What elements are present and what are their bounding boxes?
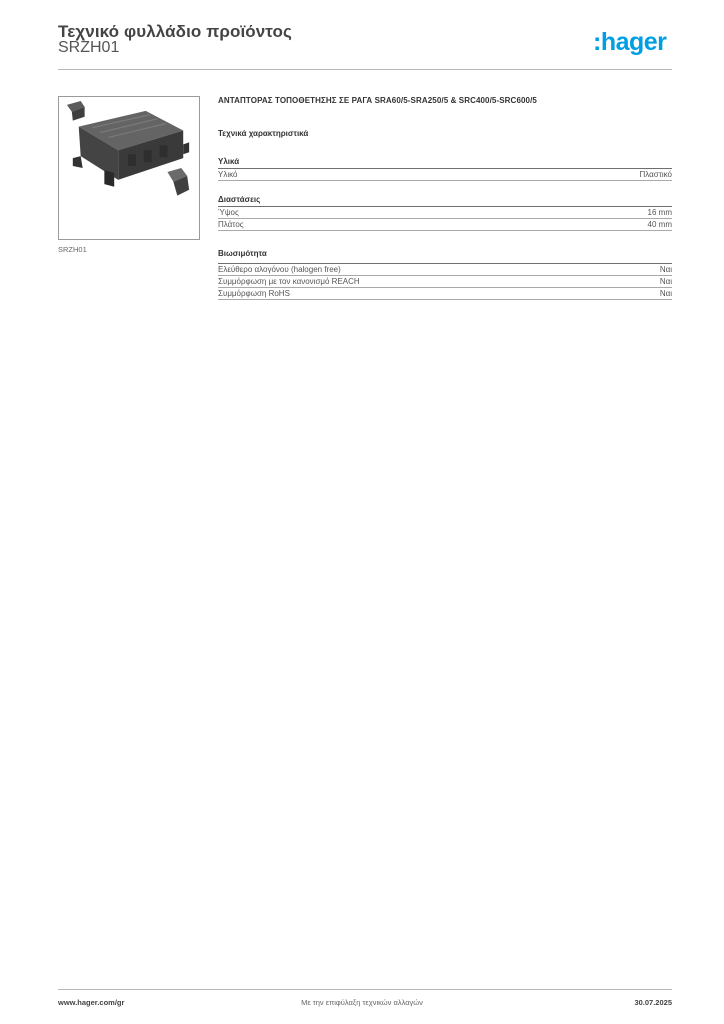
spec-label: Υλικό: [218, 170, 238, 179]
footer-date: 30.07.2025: [634, 998, 672, 1007]
spec-row: [218, 264, 672, 276]
header-divider: [58, 69, 672, 70]
spec-group-materials: [218, 156, 672, 181]
svg-text::hager: :hager: [593, 28, 667, 56]
spec-label: Ύψος: [218, 208, 239, 217]
hager-logo: [593, 28, 675, 58]
spec-value: Ναι: [659, 265, 672, 274]
spec-label: Συμμόρφωση με τον κανονισμό REACH: [218, 277, 360, 286]
footer-divider: [58, 989, 672, 990]
spec-value: 16 mm: [647, 208, 672, 217]
spec-row: [218, 169, 672, 181]
group-title: Υλικά: [218, 157, 240, 166]
spec-value: Ναι: [659, 289, 672, 298]
spec-value: Ναι: [659, 277, 672, 286]
spec-value: 40 mm: [647, 220, 672, 229]
group-title: Βιωσιμότητα: [218, 249, 267, 258]
group-title: Διαστάσεις: [218, 195, 261, 204]
spec-row: [218, 276, 672, 288]
spec-row: [218, 219, 672, 231]
footer-website-link[interactable]: www.hager.com/gr: [58, 998, 125, 1007]
image-caption: SRZH01: [58, 245, 87, 254]
specs-heading: Τεχνικά χαρακτηριστικά: [218, 129, 309, 138]
product-name: ΑΝΤΑΠΤΟΡΑΣ ΤΟΠΟΘΕΤΗΣΗΣ ΣΕ ΡΑΓΑ SRA60/5-SRA250/5 & SRC400/5-SRC600/5: [218, 96, 537, 105]
product-code: SRZH01: [58, 39, 120, 56]
product-photo-icon: [58, 96, 200, 240]
spec-value: Πλαστικό: [639, 170, 672, 179]
spec-label: Συμμόρφωση RoHS: [218, 289, 290, 298]
spec-row: [218, 207, 672, 219]
footer-disclaimer: Με την επιφύλαξη τεχνικών αλλαγών: [301, 998, 423, 1007]
spec-label: Ελεύθερο αλογόνου (halogen free): [218, 265, 341, 274]
spec-group-sustainability: [218, 248, 672, 300]
spec-label: Πλάτος: [218, 220, 244, 229]
spec-row: [218, 288, 672, 300]
spec-group-dimensions: [218, 194, 672, 231]
page-title: Τεχνικό φυλλάδιο προϊόντος: [58, 22, 292, 41]
